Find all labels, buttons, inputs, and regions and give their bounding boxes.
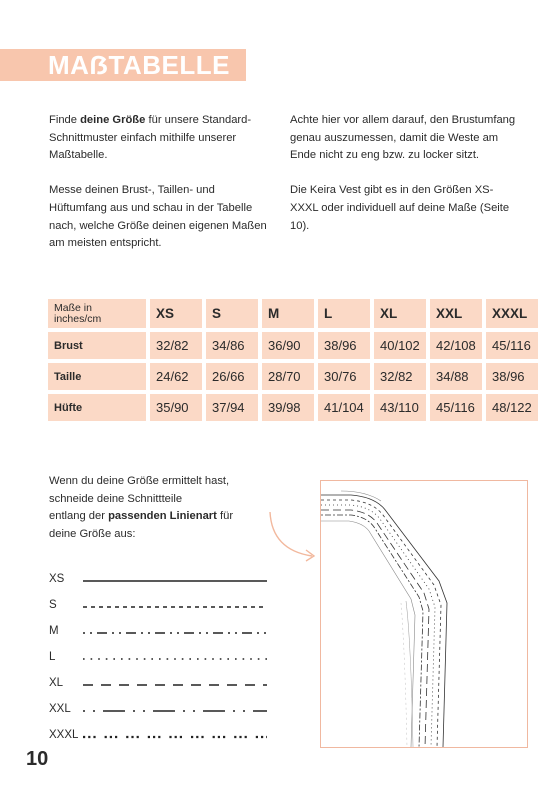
table-cell: 40/102 xyxy=(374,332,426,359)
size-header: XS xyxy=(150,299,202,328)
legend-label: XL xyxy=(49,677,64,689)
table-cell: 39/98 xyxy=(262,394,314,421)
size-header: L xyxy=(318,299,370,328)
curved-arrow-icon xyxy=(266,510,326,570)
text-span: Finde xyxy=(49,114,81,126)
table-row xyxy=(48,332,538,359)
intro-right-p2: Die Keira Vest gibt es in den Größen XS-XXXL oder individuell auf deine Maße (Seite 10). xyxy=(290,184,510,232)
legend-row-xs xyxy=(49,571,279,591)
legend-label: XS xyxy=(49,573,65,585)
row-label: Taille xyxy=(48,363,146,390)
table-cell: 38/96 xyxy=(318,332,370,359)
intro-right-p1: Achte hier vor allem darauf, den Brustumfang genau auszumessen, damit die Weste am Ende nicht zu eng bzw. zu locker sitzt. xyxy=(290,114,516,162)
table-cell: 32/82 xyxy=(374,363,426,390)
instr-line: Wenn du deine Größe ermittelt hast, xyxy=(49,475,230,487)
legend-row-xxl xyxy=(49,701,279,721)
table-cell: 48/122 xyxy=(486,394,538,421)
line-sample-m xyxy=(83,623,283,643)
size-header: XXL xyxy=(430,299,482,328)
size-table xyxy=(44,295,542,425)
legend-label: S xyxy=(49,599,57,611)
text-span: für unsere Standard-Schnittmuster einfach mithilfe unserer Maßtabelle. xyxy=(49,114,252,162)
legend-row-xl xyxy=(49,675,279,695)
legend-label: L xyxy=(49,651,56,663)
table-cell: 35/90 xyxy=(150,394,202,421)
line-sample-xs xyxy=(83,571,283,591)
page-number: 10 xyxy=(26,748,49,770)
table-cell: 42/108 xyxy=(430,332,482,359)
line-sample-s xyxy=(83,597,283,617)
size-header: XL xyxy=(374,299,426,328)
size-header-row xyxy=(48,299,538,328)
intro-left-p1 xyxy=(49,112,274,165)
table-cell: 43/110 xyxy=(374,394,426,421)
intro-left xyxy=(49,112,274,270)
line-sample-xl xyxy=(83,675,283,695)
legend-row-l xyxy=(49,649,279,669)
line-sample-l xyxy=(83,649,283,669)
legend-label: M xyxy=(49,625,59,637)
table-cell: 34/88 xyxy=(430,363,482,390)
row-label: Brust xyxy=(48,332,146,359)
pattern-lines-illustration xyxy=(321,481,527,747)
table-row xyxy=(48,363,538,390)
text-span: für xyxy=(216,510,234,523)
instr-line: deine Größe aus: xyxy=(49,527,136,540)
emphasis-text: passenden Linienart xyxy=(108,510,217,523)
table-cell: 38/96 xyxy=(486,363,538,390)
intro-right xyxy=(290,112,520,253)
text-span: entlang der xyxy=(49,510,109,523)
legend-row-m xyxy=(49,623,279,643)
table-row xyxy=(48,394,538,421)
instr-line xyxy=(49,508,274,526)
line-sample-xxl xyxy=(83,701,283,721)
table-cell: 24/62 xyxy=(150,363,202,390)
table-cell: 45/116 xyxy=(486,332,538,359)
table-cell: 28/70 xyxy=(262,363,314,390)
table-cell: 36/90 xyxy=(262,332,314,359)
table-corner xyxy=(48,299,146,328)
legend-label: XXL xyxy=(49,703,71,715)
emphasis-text: deine Größe xyxy=(80,114,146,126)
corner-line: Maße in xyxy=(54,301,92,314)
size-header: XXXL xyxy=(486,299,538,328)
instr-line: schneide deine Schnittteile xyxy=(49,492,183,505)
page-title: MAẞTABELLE xyxy=(48,50,230,80)
table-cell: 37/94 xyxy=(206,394,258,421)
pattern-preview xyxy=(320,480,528,748)
line-sample-xxxl xyxy=(83,727,283,747)
table-cell: 34/86 xyxy=(206,332,258,359)
legend-row-xxxl xyxy=(49,727,279,747)
table-cell: 45/116 xyxy=(430,394,482,421)
table-cell: 30/76 xyxy=(318,363,370,390)
row-label: Hüfte xyxy=(48,394,146,421)
size-header: S xyxy=(206,299,258,328)
legend-row-s xyxy=(49,597,279,617)
table-cell: 32/82 xyxy=(150,332,202,359)
cutting-instructions xyxy=(49,473,274,543)
size-header: M xyxy=(262,299,314,328)
legend-label: XXXL xyxy=(49,729,79,741)
intro-left-p2: Messe deinen Brust-, Taillen- und Hüftumfang aus und schau in der Tabelle nach, welche Größe deinen eigenen Maßen am meisten entspricht. xyxy=(49,184,267,250)
table-cell: 26/66 xyxy=(206,363,258,390)
corner-line: inches/cm xyxy=(54,312,102,325)
table-cell: 41/104 xyxy=(318,394,370,421)
